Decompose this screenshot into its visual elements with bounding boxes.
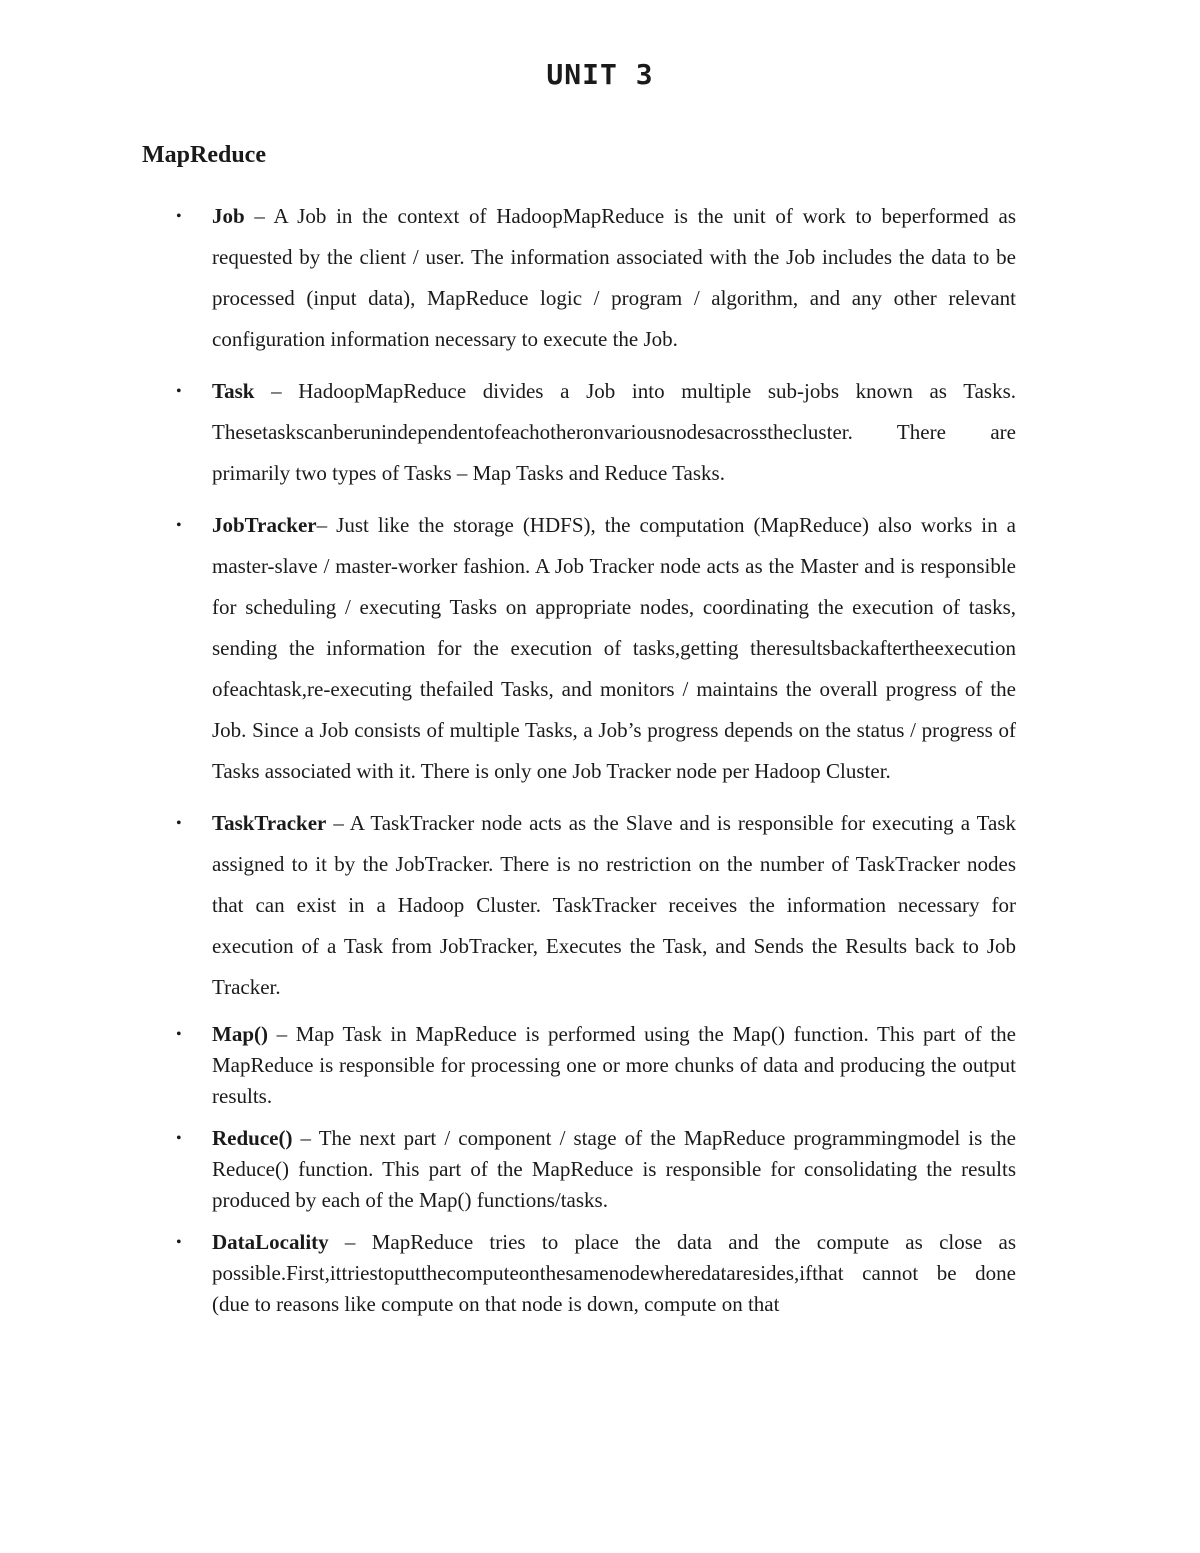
list-item-jobtracker: [142, 505, 1016, 792]
term-jobtracker: JobTracker: [212, 513, 317, 537]
definition-datalocality: – MapReduce tries to place the data and the compute as close as possible.First,ittriestoputthecomputeonthesamenodewheredataresides,ifthat cannot be done (due to reasons like compute on that node is down, compute on that: [212, 1230, 1016, 1316]
section-heading: MapReduce: [142, 142, 266, 168]
bullet-icon: •: [176, 1130, 182, 1147]
bullet-icon: •: [176, 208, 182, 225]
definition-map: – Map Task in MapReduce is performed using the Map() function. This part of the MapReduce is responsible for processing one or more chunks of data and producing the output results.: [212, 1022, 1016, 1108]
term-reduce: Reduce(): [212, 1126, 293, 1150]
term-job: Job: [212, 204, 245, 228]
term-tasktracker: TaskTracker: [212, 811, 327, 835]
definition-task: – HadoopMapReduce divides a Job into multiple sub-jobs known as Tasks. Thesetaskscanberunindependentofeachotheronvariousnodesacrossthecluster. There are primarily two types of Tasks – Map Tasks and Reduce Tasks.: [212, 379, 1016, 485]
definition-reduce: – The next part / component / stage of the MapReduce programmingmodel is the Reduce() function. This part of the MapReduce is responsible for consolidating the results produced by each of the Map() functions/tasks.: [212, 1126, 1016, 1212]
unit-title: UNIT 3: [546, 58, 654, 91]
list-item-task: [142, 371, 1016, 494]
term-datalocality: DataLocality: [212, 1230, 329, 1254]
list-item-tasktracker: [142, 803, 1016, 1008]
term-map: Map(): [212, 1022, 268, 1046]
term-task: Task: [212, 379, 255, 403]
bullet-icon: •: [176, 1026, 182, 1043]
list-item-job: [142, 196, 1016, 360]
definition-job: – A Job in the context of HadoopMapReduce is the unit of work to beperformed as requested by the client / user. The information associated with the Job includes the data to be processed (input data), MapReduce logic / program / algorithm, and any other relevant configuration information necessary to execute the Job.: [212, 204, 1016, 351]
bullet-icon: •: [176, 517, 182, 534]
definition-list: [142, 196, 1016, 1331]
bullet-icon: •: [176, 383, 182, 400]
list-item-datalocality: [142, 1227, 1016, 1320]
list-item-reduce: [142, 1123, 1016, 1216]
definition-jobtracker: – Just like the storage (HDFS), the computation (MapReduce) also works in a master-slave / master-worker fashion. A Job Tracker node acts as the Master and is responsible for scheduling / executing Tasks on appropriate nodes, coordinating the execution of tasks, sending the information for the execution of tasks,getting theresultsbackaftertheexecution ofeachtask,re-executing thefailed Tasks, and monitors / maintains the overall progress of the Job. Since a Job consists of multiple Tasks, a Job’s progress depends on the status / progress of Tasks associated with it. There is only one Job Tracker node per Hadoop Cluster.: [212, 513, 1016, 783]
bullet-icon: •: [176, 815, 182, 832]
list-item-map: [142, 1019, 1016, 1112]
definition-tasktracker: – A TaskTracker node acts as the Slave and is responsible for executing a Task assigned to it by the JobTracker. There is no restriction on the number of TaskTracker nodes that can exist in a Hadoop Cluster. TaskTracker receives the information necessary for execution of a Task from JobTracker, Executes the Task, and Sends the Results back to Job Tracker.: [212, 811, 1016, 999]
bullet-icon: •: [176, 1234, 182, 1251]
